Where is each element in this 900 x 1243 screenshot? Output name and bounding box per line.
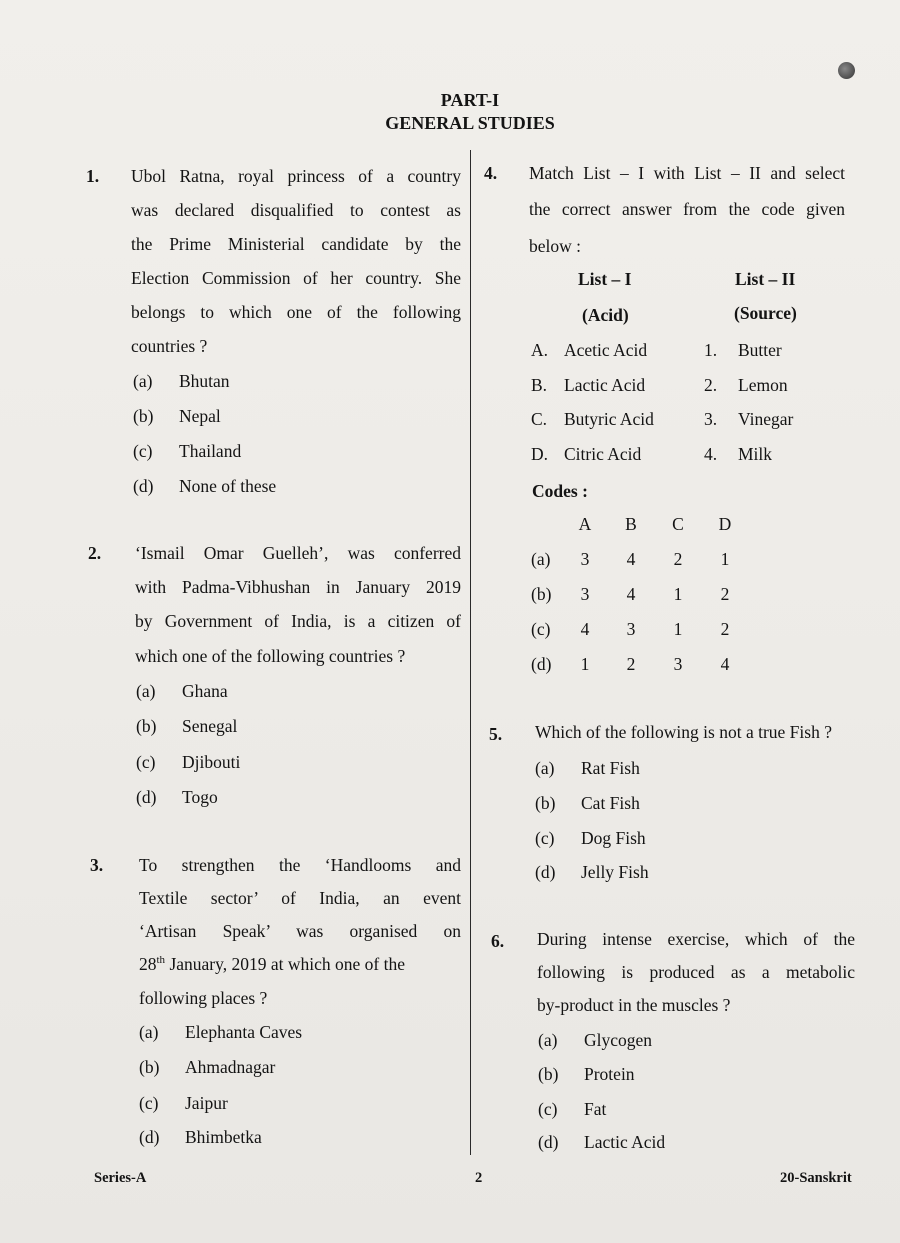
- question-text-line: belongs to which one of the following: [131, 302, 461, 322]
- question-text-line: the Prime Ministerial candidate by the: [131, 234, 461, 254]
- question-number: 5.: [489, 724, 503, 744]
- footer-series: Series-A: [94, 1170, 147, 1186]
- footer-page-number: 2: [475, 1170, 483, 1186]
- question-number: 3.: [90, 855, 104, 875]
- question-text-line: the correct answer from the code given: [529, 199, 845, 219]
- question-text-line: During intense exercise, which of the: [537, 929, 855, 949]
- exam-page: PART-I GENERAL STUDIES 1. Ubol Ratna, royal princess of a country was declared disqualified to contest as the Prime Ministerial candidate by the Election Commission of her country. She belongs to which one of the following countries ? (a) Bhutan (b) Nepal (c) Thailand (d) None of these 2. ‘Ismail Omar Guelleh’, was conferred with Padma-Vibhushan in January 2019 by Government of India, is a citizen of which one of the following countries ? (a) Ghana (b) Senegal (c) Djibouti (d) Togo 3. To strengthen the ‘Handlooms and Textile sector’ of India, an event ‘Artisan Speak’ was organised on 28th January, 2019 at which one of the following places ? (a) Elephanta Caves (b) Ahmadnagar (c) Jaipur (d) Bhimbetka 4. Match List – I with List – II and select the correct answer from the code given below : List – I (Acid) List – II (Source) A. Acetic Acid 1. Butter B. Lactic Acid 2. Lemon C. Butyric Acid 3. Vinegar D. Citric Acid 4. Milk Codes : A B C D (a) 3 4 2 1 (b) 3 4 1 2 (c) 4 3 1 2 (d) 1 2 3 4 5. Which of the following is not a true Fish ? (a) Rat Fish (b) Cat Fish (c) Dog Fish (d) Jelly Fish 6. During intense exercise, which of the following is produced as a metabolic by-product in the muscles ? (a) Glycogen (b) Protein (c) Fat (d) Lactic Acid Series-A 2 20-Sanskrit: [0, 0, 900, 1243]
- section-title: GENERAL STUDIES: [385, 113, 555, 133]
- match-row: B. Lactic Acid 2. Lemon: [531, 375, 788, 395]
- codes-label: Codes :: [532, 481, 588, 501]
- question-number: 6.: [491, 931, 505, 951]
- question-text-line: Which of the following is not a true Fish ?: [535, 722, 832, 742]
- question-text-line: ‘Ismail Omar Guelleh’, was conferred: [135, 543, 461, 563]
- code-option-a: (a) 3 4 2 1: [531, 549, 730, 569]
- question-text-line: below :: [529, 236, 582, 256]
- code-option-d: (d) 1 2 3 4: [531, 654, 730, 674]
- column-divider: [470, 150, 471, 1155]
- question-number: 1.: [86, 166, 100, 186]
- list1-title: List – I: [578, 269, 632, 289]
- question-text-line: by Government of India, is a citizen of: [135, 611, 461, 631]
- question-text-line: Ubol Ratna, royal princess of a country: [131, 166, 461, 186]
- question-number: 2.: [88, 543, 102, 563]
- question-text-line: countries ?: [131, 336, 208, 356]
- question-text-line: Textile sector’ of India, an event: [139, 888, 461, 908]
- question-text-line: was declared disqualified to contest as: [131, 200, 461, 220]
- code-option-b: (b) 3 4 1 2: [531, 584, 730, 604]
- question-text-line: ‘Artisan Speak’ was organised on: [139, 921, 461, 941]
- question-text-line: by-product in the muscles ?: [537, 995, 731, 1015]
- question-text-line: following places ?: [139, 988, 268, 1008]
- list2-subtitle: (Source): [734, 303, 797, 323]
- match-row: A. Acetic Acid 1. Butter: [531, 340, 782, 360]
- code-option-c: (c) 4 3 1 2: [531, 619, 730, 639]
- part-title: PART-I: [440, 90, 500, 110]
- question-text-line: Match List – I with List – II and select: [529, 163, 845, 183]
- question-text-line: which one of the following countries ?: [135, 646, 406, 666]
- match-row: C. Butyric Acid 3. Vinegar: [531, 409, 794, 429]
- list2-title: List – II: [735, 269, 796, 289]
- footer-paper-code: 20-Sanskrit: [780, 1170, 852, 1186]
- hole-punch-mark: [838, 62, 855, 79]
- question-text-line: Election Commission of her country. She: [131, 268, 461, 288]
- match-row: D. Citric Acid 4. Milk: [531, 444, 773, 464]
- question-text-line: To strengthen the ‘Handlooms and: [139, 855, 461, 875]
- question-number: 4.: [484, 163, 498, 183]
- question-text-line: with Padma-Vibhushan in January 2019: [135, 577, 461, 597]
- question-text-line: following is produced as a metabolic: [537, 962, 855, 982]
- question-text-line: 28th January, 2019 at which one of the: [139, 954, 405, 974]
- list1-subtitle: (Acid): [582, 305, 629, 325]
